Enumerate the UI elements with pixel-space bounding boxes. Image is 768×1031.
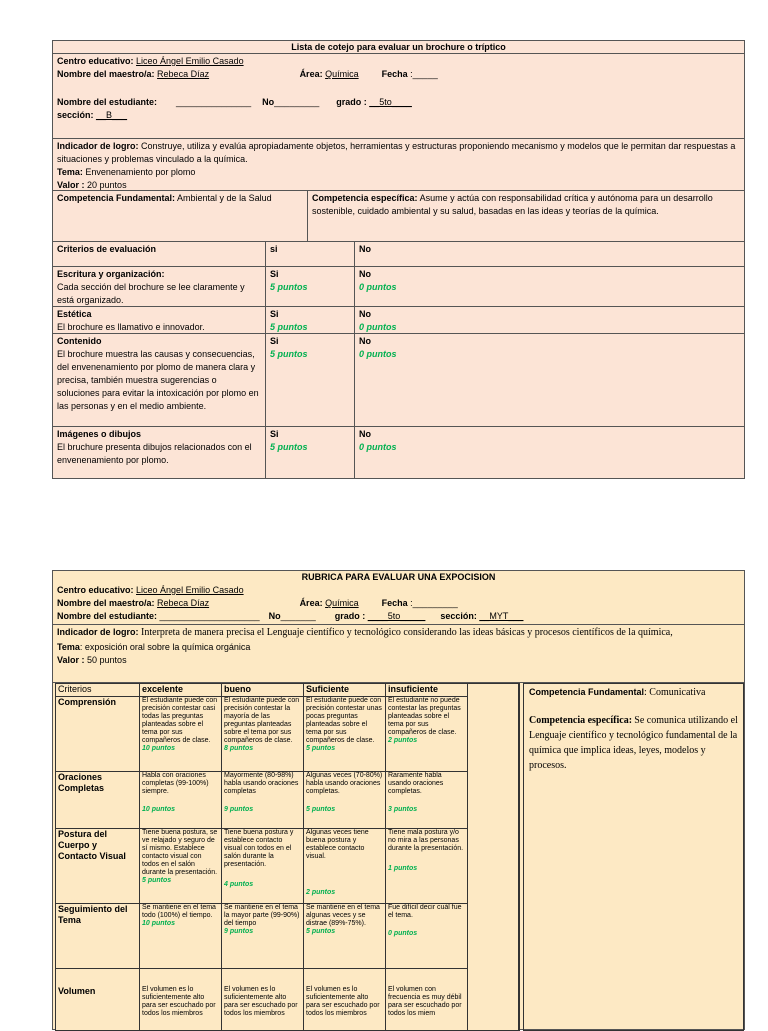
rubric-comp-fund-text: : Comunicativa xyxy=(644,687,706,698)
rubric-points: 8 puntos xyxy=(224,745,254,752)
si-header: si xyxy=(265,242,354,266)
si-points: 5 puntos xyxy=(270,282,308,292)
centro-label: Centro educativo: xyxy=(57,56,134,66)
rubric-cell: El estudiante no puede contestar las preguntas planteadas sobre el tema por sus compañeros de clase. 2 puntos xyxy=(386,697,468,772)
rubric-seccion-value: __MYT___ xyxy=(479,611,524,621)
checklist-criterion-row xyxy=(53,427,744,479)
rubric-grado-label: grado : xyxy=(334,611,366,621)
si-label: Si xyxy=(270,309,279,319)
rubric-criterion: Comprensión xyxy=(56,697,140,772)
rubric-cell: Se mantiene en el tema todo (100%) el tiempo. 10 puntos xyxy=(140,904,222,969)
criterion-title: Estética xyxy=(57,309,92,319)
rubric-criterion: Oraciones Completas xyxy=(56,772,140,829)
rubric-points: 10 puntos xyxy=(142,806,176,813)
rubric-cell: Tiene buena postura, se ve relajado y seguro de sí mismo. Establece contacto visual con todos en el salón durante la presentación. 5 puntos xyxy=(140,829,222,904)
criterion-desc: Cada sección del brochure se lee claramente y está organizado. xyxy=(57,282,245,305)
rubric-cell: Tiene buena postura y establece contacto visual con todos en el salón durante la presentación. 4 puntos xyxy=(222,829,304,904)
rubric-estudiante-blank: ____________________ xyxy=(159,611,260,621)
rubric-cell: El volumen con frecuencia es muy débil para ser escuchado por todos los miem xyxy=(386,969,468,1030)
estudiante-label: Nombre del estudiante: xyxy=(57,97,158,107)
comp-fund-label: Competencia Fundamental: xyxy=(57,193,176,203)
valor-label: Valor : xyxy=(57,180,85,190)
rubric-points: 2 puntos xyxy=(388,737,418,744)
rubric-comp-fund-label: Competencia Fundamental xyxy=(529,687,645,697)
rubric-grado-value: ____5to_____ xyxy=(367,611,426,621)
rubric-valor-label: Valor : xyxy=(57,655,85,665)
tema-label: Tema: xyxy=(57,167,83,177)
rubric-points: 5 puntos xyxy=(306,806,336,813)
checklist-header-row xyxy=(53,242,744,267)
rubric-cell: Se mantiene en el tema algunas veces y se distrae (89%-75%). 5 puntos xyxy=(304,904,386,969)
comp-fund-text: Ambiental y de la Salud xyxy=(177,193,272,203)
rubric-points: 10 puntos xyxy=(142,920,176,927)
rubric-indicador-text: Interpreta de manera precisa el Lenguaje científico y tecnológico considerando las ideas básicas y procesos científicos de la química, xyxy=(141,627,673,638)
no-label: No xyxy=(359,429,371,439)
centro-value: Liceo Ángel Emilio Casado xyxy=(136,56,244,66)
rubric-valor-text: 50 puntos xyxy=(87,655,127,665)
grado-value: __5to____ xyxy=(369,97,412,107)
estudiante-blank: _______________ xyxy=(176,97,252,107)
rubric-competencias xyxy=(523,683,744,1031)
rubric-indicador-label: Indicador de logro: xyxy=(57,627,139,637)
rubric-area-value: Química xyxy=(325,598,359,608)
criterion-desc: El brochure es llamativo e innovador. xyxy=(57,322,205,332)
maestro-label: Nombre del maestro/a: xyxy=(57,69,155,79)
rubric-points: 9 puntos xyxy=(224,928,254,935)
rubric-cell: El volumen es lo suficientemente alto para ser escuchado por todos los miembros xyxy=(140,969,222,1030)
rubric-points: 4 puntos xyxy=(224,881,254,888)
rubric-points: 1 puntos xyxy=(388,865,418,872)
rubric-header-suficiente: Suficiente xyxy=(304,684,386,697)
comp-esp-text: Asume y actúa con responsabilidad crítica y autónoma para un desarrollo sostenible, cuidado ambiental y su salud, basadas en las ideas y teorías de la química. xyxy=(312,193,713,216)
rubric-points: 0 puntos xyxy=(388,930,418,937)
rubric-centro-value: Liceo Ángel Emilio Casado xyxy=(136,585,244,595)
rubric-cell: Raramente habla usando oraciones completas. 3 puntos xyxy=(386,772,468,829)
rubric-criterion: Volumen xyxy=(56,969,140,1030)
rubric-header-insuficiente: insuficiente xyxy=(386,684,468,697)
rubric-comp-esp-text: Se comunica utilizando el Lenguaje científico y tecnológico fundamental de la química que implica ideas, leyes, modelos y procesos. xyxy=(529,715,738,771)
checklist-sheet xyxy=(52,40,745,479)
no-points: 0 puntos xyxy=(359,282,397,292)
si-points: 5 puntos xyxy=(270,442,308,452)
rubric-points: 9 puntos xyxy=(224,806,254,813)
rubric-cell: Habla con oraciones completas (99-100%) siempre. 10 puntos xyxy=(140,772,222,829)
checklist-criterion-row xyxy=(53,267,744,307)
tema-text: Envenenamiento por plomo xyxy=(85,167,196,177)
rubric-points: 3 puntos xyxy=(388,806,418,813)
rubric-table xyxy=(55,683,520,1031)
area-label: Área: xyxy=(299,69,323,79)
criterios-header: Criterios de evaluación xyxy=(57,244,157,254)
rubric-tema-text: : exposición oral sobre la química orgánica xyxy=(79,642,251,652)
fecha-label: Fecha xyxy=(381,69,408,79)
rubric-fecha-value: :_________ xyxy=(410,598,458,608)
checklist-info-block xyxy=(53,54,744,139)
criterion-title: Contenido xyxy=(57,336,102,346)
rubric-cell: El estudiante puede con precisión contestar unas pocas preguntas planteadas sobre el tema por sus compañeros de clase. 5 puntos xyxy=(304,697,386,772)
criterion-title: Imágenes o dibujos xyxy=(57,429,142,439)
criterion-desc: El brochure muestra las causas y consecuencias, del envenenamiento por plomo de manera clara y precisa, también muestra sugerencias o soluciones para evitar la intoxicación por plomo en las personas y en el medio ambiente. xyxy=(57,349,259,411)
rubric-cell: El estudiante puede con precisión contestar casi todas las preguntas planteadas sobre el tema por sus compañeros de clase. 10 puntos xyxy=(140,697,222,772)
no-points: 0 puntos xyxy=(359,442,397,452)
seccion-value: __B___ xyxy=(96,110,128,120)
no-points: 0 puntos xyxy=(359,322,397,332)
rubric-cell: Fue difícil decir cuál fue el tema. 0 puntos xyxy=(386,904,468,969)
rubric-tema-label: Tema xyxy=(57,642,80,652)
rubric-header-bueno: bueno xyxy=(222,684,304,697)
comp-esp-label: Competencia específica: xyxy=(312,193,418,203)
rubric-cell: El estudiante puede con precisión contestar la mayoría de las preguntas planteadas sobre el tema por sus compañeros de clase. 8 puntos xyxy=(222,697,304,772)
no-label: No xyxy=(262,97,275,107)
no-label: No xyxy=(359,309,371,319)
rubric-header-criterios: Criterios xyxy=(56,684,140,697)
rubric-cell: Algunas veces tiene buena postura y establece contacto visual. 2 puntos xyxy=(304,829,386,904)
seccion-label: sección: xyxy=(57,110,94,120)
rubric-header-excelente: excelente xyxy=(140,684,222,697)
rubric-cell: El volumen es lo suficientemente alto para ser escuchado por todos los miembros xyxy=(304,969,386,1030)
rubric-no-label: No xyxy=(268,611,281,621)
rubric-sheet xyxy=(52,570,745,1030)
indicador-text: Construye, utiliza y evalúa apropiadamente objetos, herramientas y estructuras proponiendo mecanismo y modelos que le permitan dar respuestas a situaciones y problemas vinculado a la química. xyxy=(57,141,736,164)
no-points: 0 puntos xyxy=(359,349,397,359)
si-label: Si xyxy=(270,429,279,439)
no-label: No xyxy=(359,269,371,279)
rubric-points: 2 puntos xyxy=(306,889,336,896)
grado-label: grado : xyxy=(336,97,367,107)
fecha-value: :_____ xyxy=(410,69,438,79)
si-points: 5 puntos xyxy=(270,322,308,332)
rubric-estudiante-label: Nombre del estudiante: xyxy=(57,611,158,621)
rubric-points: 10 puntos xyxy=(142,745,176,752)
rubric-maestro-label: Nombre del maestro/a: xyxy=(57,598,155,608)
criterion-title: Escritura y organización: xyxy=(57,269,165,279)
checklist-indicator-block xyxy=(53,139,744,191)
rubric-comp-esp-label: Competencia específica: xyxy=(529,715,633,726)
rubric-points: 5 puntos xyxy=(142,877,172,884)
rubric-criterion: Seguimiento del Tema xyxy=(56,904,140,969)
rubric-cell: Algunas veces (70-80%) habla usando oraciones completas. 5 puntos xyxy=(304,772,386,829)
valor-text: 20 puntos xyxy=(87,180,127,190)
rubric-criterion: Postura del Cuerpo y Contacto Visual xyxy=(56,829,140,904)
no-header: No xyxy=(354,242,744,266)
rubric-maestro-value: Rebeca Díaz xyxy=(157,598,210,608)
rubric-title: RUBRICA PARA EVALUAR UNA EXPOCISION xyxy=(301,572,496,582)
rubric-points: 5 puntos xyxy=(306,745,336,752)
rubric-seccion-label: sección: xyxy=(440,611,477,621)
rubric-cell: Tiene mala postura y/o no mira a las personas durante la presentación. 1 puntos xyxy=(386,829,468,904)
rubric-cell: Se mantiene en el tema la mayor parte (99-90%) del tiempo 9 puntos xyxy=(222,904,304,969)
checklist-criterion-row xyxy=(53,307,744,334)
criterion-desc: El bruchure presenta dibujos relacionados con el envenenamiento por plomo. xyxy=(57,442,252,465)
rubric-cell: El volumen es lo suficientemente alto para ser escuchado por todos los miembros xyxy=(222,969,304,1030)
rubric-fecha-label: Fecha xyxy=(381,598,408,608)
rubric-centro-label: Centro educativo: xyxy=(57,585,134,595)
si-label: Si xyxy=(270,269,279,279)
maestro-value: Rebeca Díaz xyxy=(157,69,210,79)
checklist-competencias xyxy=(53,191,744,242)
area-value: Química xyxy=(325,69,359,79)
checklist-title: Lista de cotejo para evaluar un brochure o tríptico xyxy=(53,41,744,54)
no-blank: _________ xyxy=(274,97,320,107)
indicador-label: Indicador de logro: xyxy=(57,141,139,151)
rubric-cell: Mayormente (80-98%) habla usando oraciones completas 9 puntos xyxy=(222,772,304,829)
rubric-area-label: Área: xyxy=(299,598,323,608)
si-label: Si xyxy=(270,336,279,346)
rubric-no-blank: _______ xyxy=(280,611,316,621)
checklist-criterion-row xyxy=(53,334,744,427)
rubric-points: 5 puntos xyxy=(306,928,336,935)
no-label: No xyxy=(359,336,371,346)
si-points: 5 puntos xyxy=(270,349,308,359)
rubric-indicator-block xyxy=(57,625,740,666)
